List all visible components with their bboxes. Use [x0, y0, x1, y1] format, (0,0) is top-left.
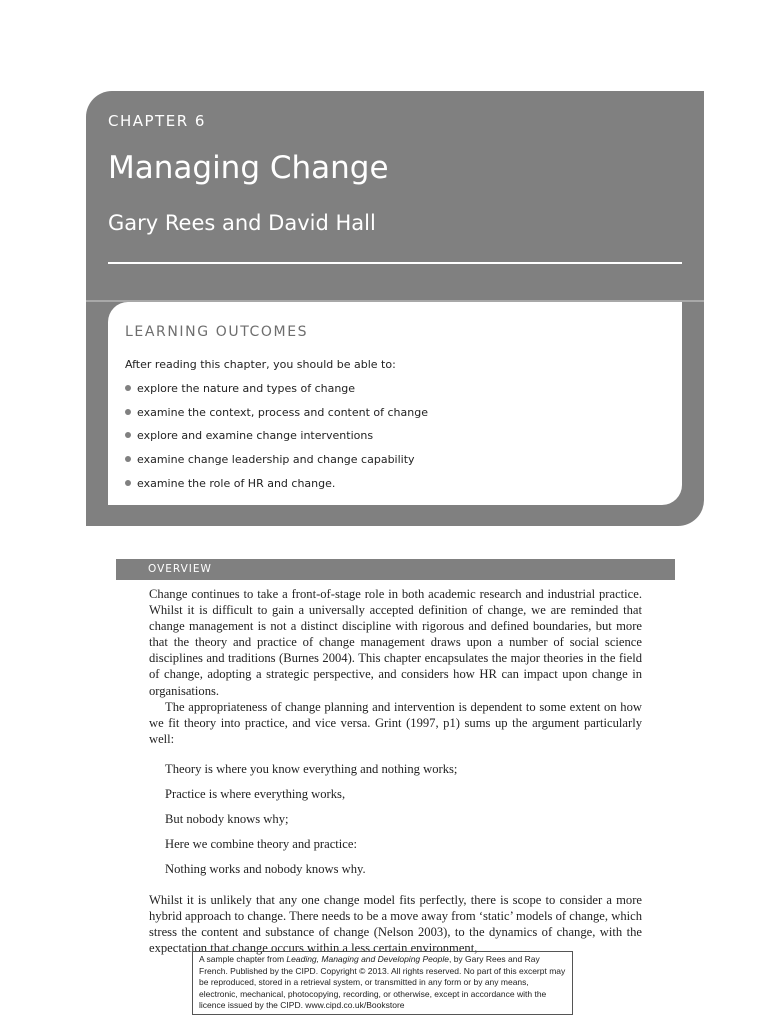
caption-prefix: A sample chapter from — [199, 954, 287, 964]
overview-paragraph-1: Change continues to take a front-of-stage role in both academic research and industrial practice. Whilst it is difficult to gain a universally accepted definition of change, we are reminded that change management is not a distinct discipline with rigorous and defined boundaries, but more that the theory and practice of change management draws upon a number of social science disciplines and traditions (Burnes 2004). This chapter encapsulates the major theories in the field of change, adopting a strategic perspective, and considers how HR can impact upon change in organisations. — [149, 587, 642, 698]
list-item — [125, 406, 428, 430]
bullet-icon — [125, 385, 131, 391]
learning-outcomes-heading: LEARNING OUTCOMES — [125, 324, 309, 340]
list-item — [125, 453, 428, 477]
learning-outcomes-list — [125, 382, 428, 500]
bullet-icon — [125, 456, 131, 462]
learning-outcomes-intro: After reading this chapter, you should be able to: — [125, 358, 396, 371]
quote-line: Here we combine theory and practice: — [165, 836, 357, 851]
list-item-text: examine the context, process and content of change — [137, 405, 428, 419]
bullet-icon — [125, 432, 131, 438]
chapter-authors: Gary Rees and David Hall — [108, 211, 376, 235]
bullet-icon — [125, 409, 131, 415]
overview-bar — [116, 559, 675, 580]
quote-line: Practice is where everything works, — [165, 786, 346, 801]
list-item-text: explore and examine change interventions — [137, 429, 374, 443]
bullet-icon — [125, 480, 131, 486]
chapter-label: CHAPTER 6 — [108, 112, 206, 130]
caption-text: , by Gary Rees and Ray French. Published by the CIPD. Copyright © 2013. All rights reserved. No part of this excerpt may be reproduced, stored in a retrieval system, or transmitted in any form or by any means, electronic, mechanical, photocopying, recording, or otherwise, except in accordance with the licence issued by the CIPD. www.cipd.co.uk/Bookstore — [199, 954, 566, 1010]
list-item-text: examine the role of HR and change. — [137, 476, 336, 490]
quote-line: But nobody knows why; — [165, 811, 289, 826]
list-item — [125, 429, 428, 453]
list-item — [125, 477, 428, 501]
overview-body — [149, 586, 642, 956]
overview-paragraph-2: The appropriateness of change planning and intervention is dependent to some extent on how we fit theory into practice, and vice versa. Grint (1997, p1) sums up the argument particularly well: — [149, 699, 642, 746]
quote-line: Theory is where you know everything and nothing works; — [165, 761, 458, 776]
overview-label: OVERVIEW — [148, 563, 212, 575]
list-item-text: explore the nature and types of change — [137, 382, 356, 395]
block-quote — [165, 757, 642, 882]
chapter-title: Managing Change — [108, 150, 389, 186]
quote-line: Nothing works and nobody knows why. — [165, 861, 366, 876]
list-item — [125, 382, 428, 406]
overview-paragraph-3: Whilst it is unlikely that any one change model fits perfectly, there is scope to consider a more hybrid approach to change. There needs to be a move away from ‘static’ models of change, which stress the content and substance of change (Nelson 2003), to the dynamics of change, with the expectation that change occurs within a less certain environment, — [149, 892, 642, 956]
caption-book-title: Leading, Managing and Developing People — [286, 954, 449, 964]
list-item-text: examine change leadership and change capability — [137, 453, 415, 467]
learning-outcomes-panel — [108, 302, 682, 505]
title-divider — [108, 262, 682, 264]
copyright-caption — [192, 951, 573, 1015]
